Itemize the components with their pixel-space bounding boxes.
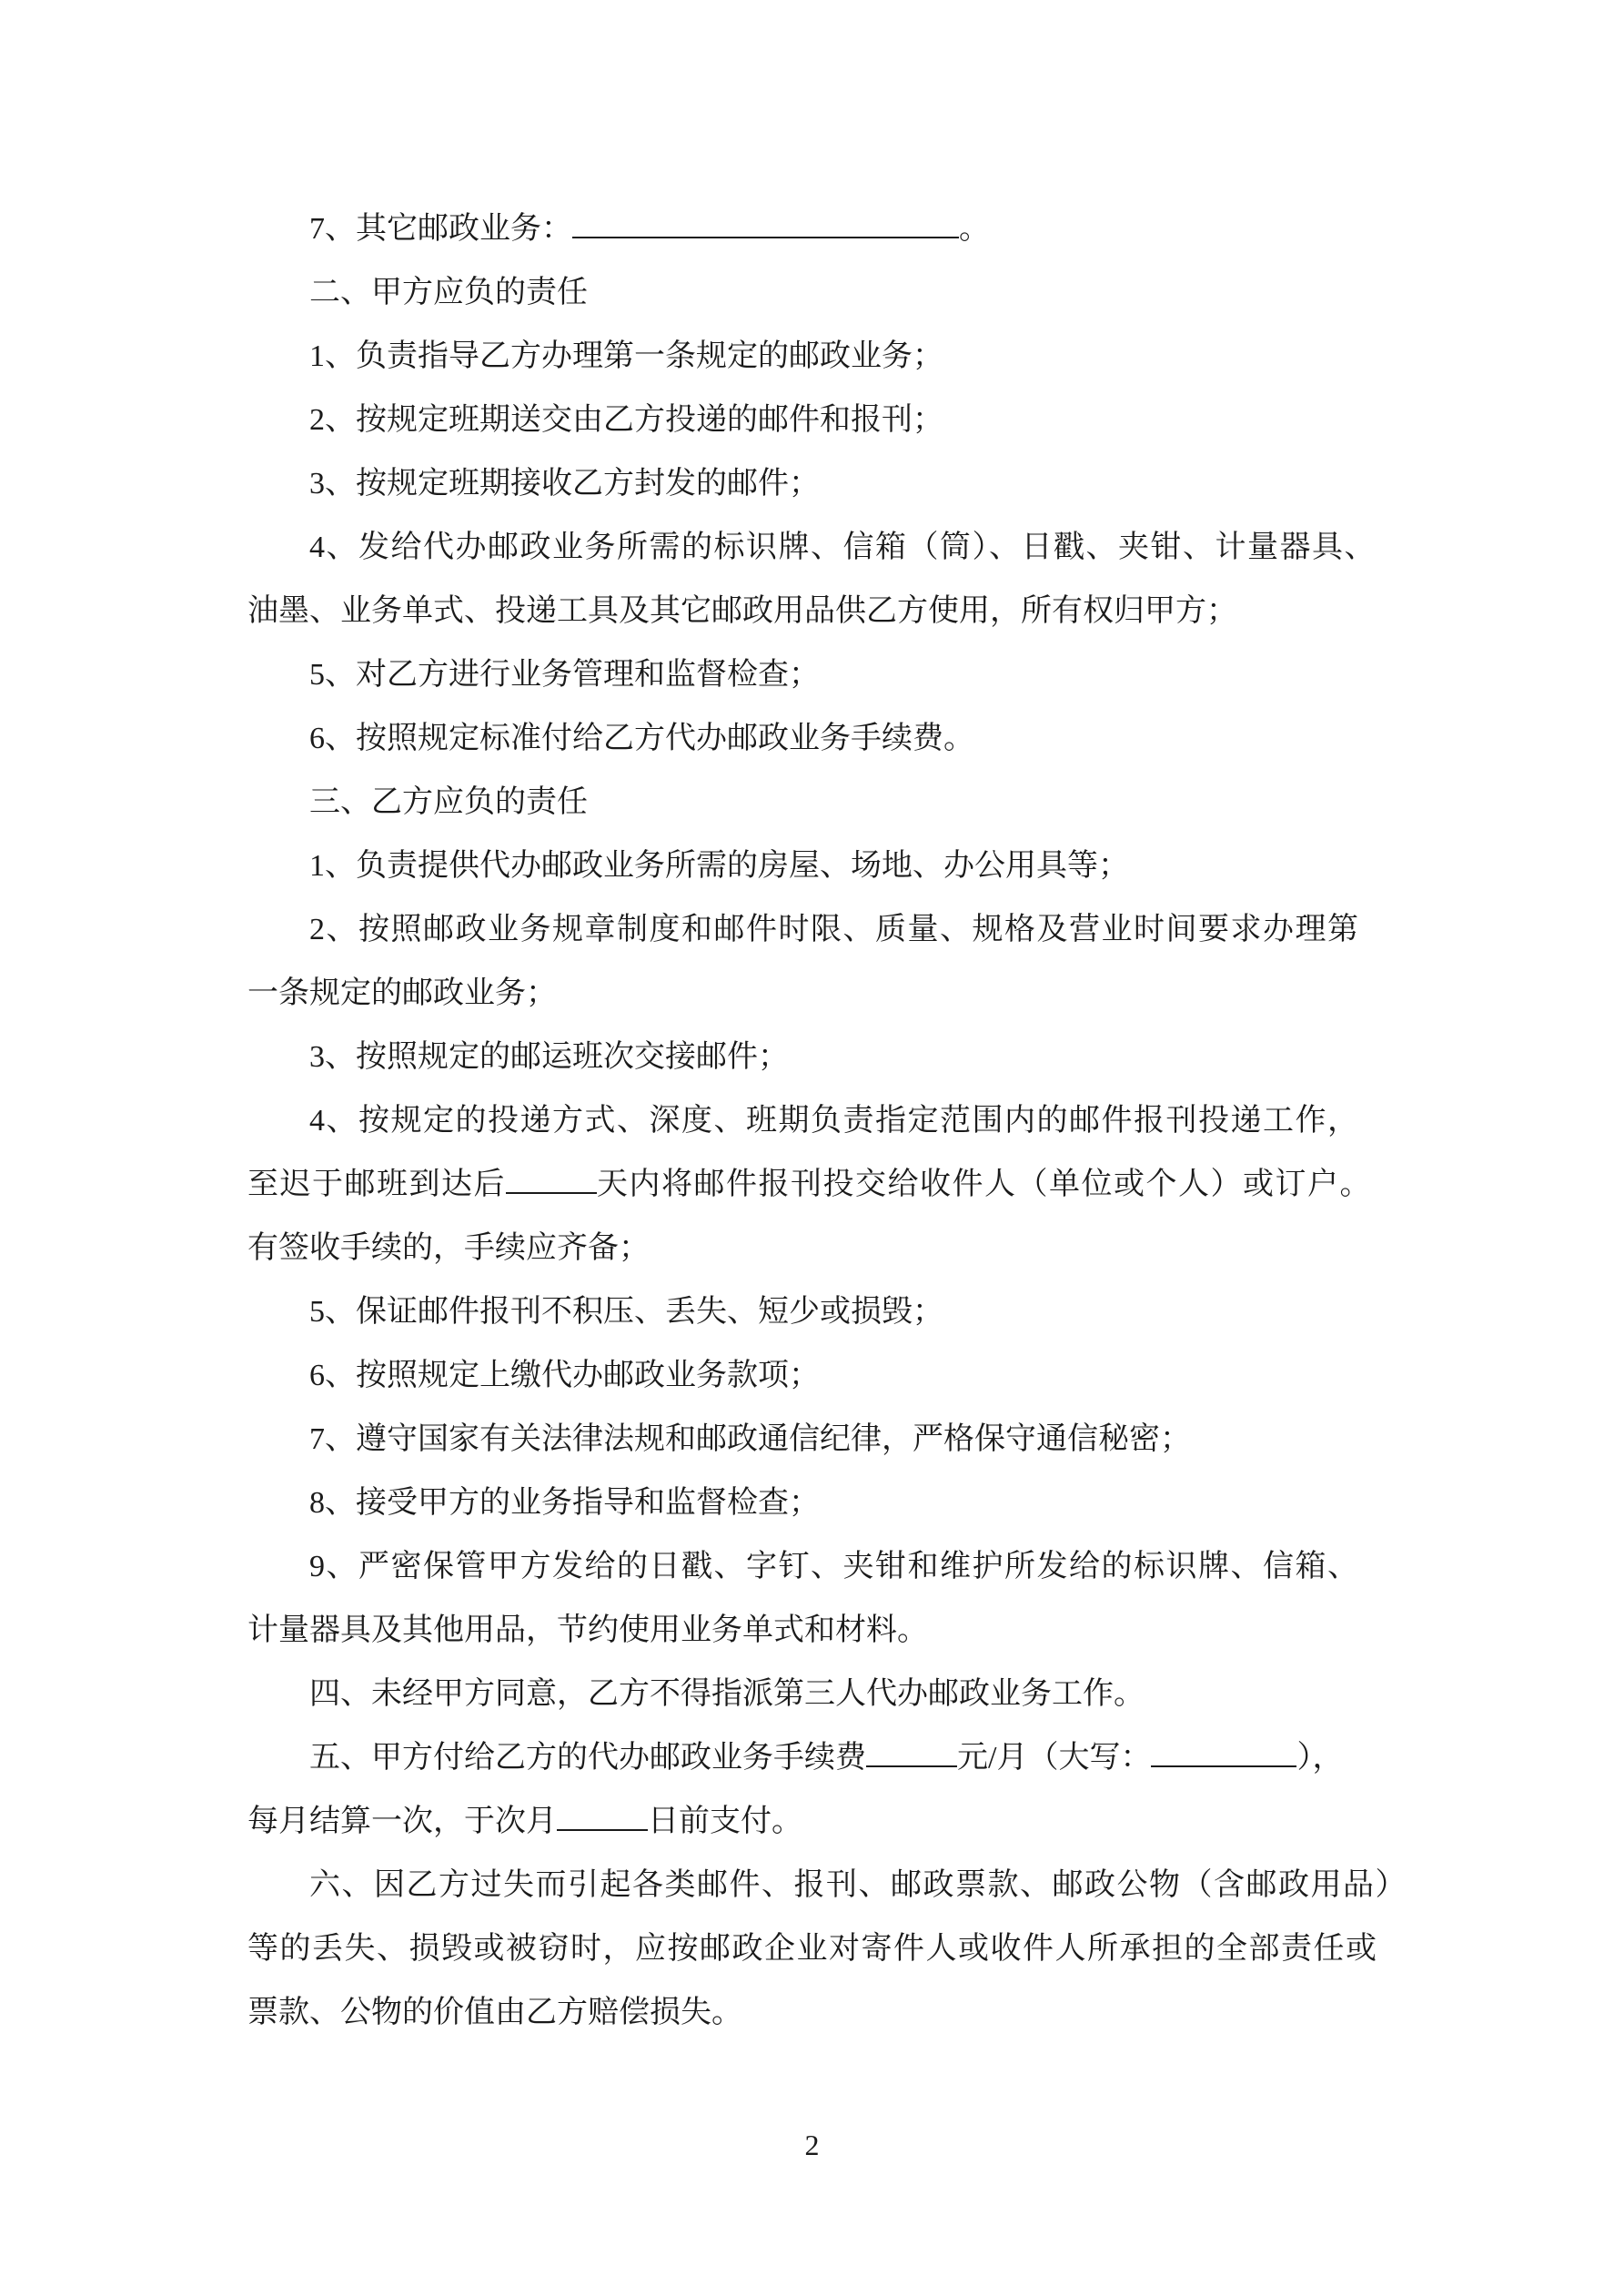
document-line bbox=[247, 389, 1394, 452]
line-text: 5、保证邮件报刊不积压、丢失、短少或损毁； bbox=[309, 1295, 943, 1329]
document-line bbox=[247, 1153, 1394, 1217]
line-text: 天内将邮件报刊投交给收件人（单位或个人）或订户。 bbox=[597, 1168, 1372, 1201]
line-text: 4、按规定的投递方式、深度、班期负责指定范围内的邮件报刊投递工作， bbox=[309, 1104, 1360, 1138]
line-text: 1、负责提供代办邮政业务所需的房屋、场地、办公用具等； bbox=[309, 849, 1129, 883]
line-text: 票款、公物的价值由乙方赔偿损失。 bbox=[247, 1996, 742, 2029]
blank-underline bbox=[572, 206, 959, 238]
line-text: 7、遵守国家有关法律法规和邮政通信纪律，严格保守通信秘密； bbox=[309, 1422, 1191, 1456]
document-line bbox=[247, 452, 1394, 516]
line-text: 二、甲方应负的责任 bbox=[309, 276, 588, 309]
blank-underline bbox=[1151, 1735, 1296, 1767]
document-line bbox=[247, 1981, 1394, 2045]
document-line bbox=[247, 707, 1394, 771]
line-text: 3、按照规定的邮运班次交接邮件； bbox=[309, 1040, 789, 1074]
line-text: 2、按规定班期送交由乙方投递的邮件和报刊； bbox=[309, 403, 943, 437]
page-number: 2 bbox=[804, 2129, 820, 2161]
line-text: 至迟于邮班到达后 bbox=[247, 1168, 506, 1201]
document-line bbox=[247, 898, 1394, 962]
document-line bbox=[247, 1790, 1394, 1854]
document-line bbox=[247, 1917, 1394, 1981]
line-text: 5、对乙方进行业务管理和监督检查； bbox=[309, 658, 820, 692]
document-line bbox=[247, 1280, 1394, 1344]
document-line bbox=[247, 1026, 1394, 1089]
line-text: 4、发给代办邮政业务所需的标识牌、信箱（筒）、日戳、夹钳、计量器具、 bbox=[309, 531, 1377, 564]
document-line bbox=[247, 1344, 1394, 1408]
line-text: 日前支付。 bbox=[648, 1805, 802, 1838]
line-text: 四、未经甲方同意，乙方不得指派第三人代办邮政业务工作。 bbox=[309, 1677, 1145, 1711]
line-text: 元/月（大写： bbox=[957, 1741, 1152, 1775]
document-line bbox=[247, 1726, 1394, 1790]
line-text: 9、严密保管甲方发给的日戳、字钉、夹钳和维护所发给的标识牌、信箱、 bbox=[309, 1550, 1360, 1583]
document-line bbox=[247, 580, 1394, 643]
line-text: 。 bbox=[959, 212, 990, 246]
line-text: 等的丢失、损毁或被窃时，应按邮政企业对寄件人或收件人所承担的全部责任或 bbox=[247, 1932, 1378, 1966]
line-text: 油墨、业务单式、投递工具及其它邮政用品供乙方使用，所有权归甲方； bbox=[247, 594, 1237, 628]
document-line bbox=[247, 516, 1394, 580]
blank-underline bbox=[506, 1161, 597, 1194]
line-text: 计量器具及其他用品，节约使用业务单式和材料。 bbox=[247, 1613, 928, 1647]
document-line bbox=[247, 325, 1394, 389]
line-text: 五、甲方付给乙方的代办邮政业务手续费 bbox=[309, 1741, 866, 1775]
line-text: 2、按照邮政业务规章制度和邮件时限、质量、规格及营业时间要求办理第 bbox=[309, 913, 1360, 946]
line-text: ）， bbox=[1296, 1741, 1344, 1775]
document-line bbox=[247, 771, 1394, 834]
document-line bbox=[247, 1599, 1394, 1663]
document-line bbox=[247, 962, 1394, 1026]
blank-underline bbox=[866, 1735, 957, 1767]
line-text: 有签收手续的，手续应齐备； bbox=[247, 1231, 650, 1265]
document-line bbox=[247, 197, 1394, 261]
line-text: 6、按照规定上缴代办邮政业务款项； bbox=[309, 1359, 820, 1392]
document-body bbox=[247, 197, 1407, 2045]
line-text: 1、负责指导乙方办理第一条规定的邮政业务； bbox=[309, 339, 943, 373]
line-text: 每月结算一次，于次月 bbox=[247, 1805, 557, 1838]
document-line bbox=[247, 1535, 1394, 1599]
document-line bbox=[247, 1408, 1394, 1472]
document-line bbox=[247, 261, 1394, 325]
line-text: 8、接受甲方的业务指导和监督检查； bbox=[309, 1486, 820, 1520]
document-line bbox=[247, 1217, 1394, 1280]
line-text: 6、按照规定标准付给乙方代办邮政业务手续费。 bbox=[309, 722, 974, 755]
document-line bbox=[247, 834, 1394, 898]
line-text: 六、因乙方过失而引起各类邮件、报刊、邮政票款、邮政公物（含邮政用品） bbox=[309, 1868, 1407, 1902]
blank-underline bbox=[557, 1798, 648, 1831]
document-line bbox=[247, 1854, 1407, 1917]
line-text: 三、乙方应负的责任 bbox=[309, 785, 588, 819]
line-text: 7、其它邮政业务： bbox=[309, 212, 572, 246]
line-text: 一条规定的邮政业务； bbox=[247, 976, 557, 1010]
document-line bbox=[247, 1089, 1394, 1153]
document-line bbox=[247, 1472, 1394, 1535]
document-line bbox=[247, 1663, 1394, 1726]
document-line bbox=[247, 643, 1394, 707]
line-text: 3、按规定班期接收乙方封发的邮件； bbox=[309, 467, 820, 501]
